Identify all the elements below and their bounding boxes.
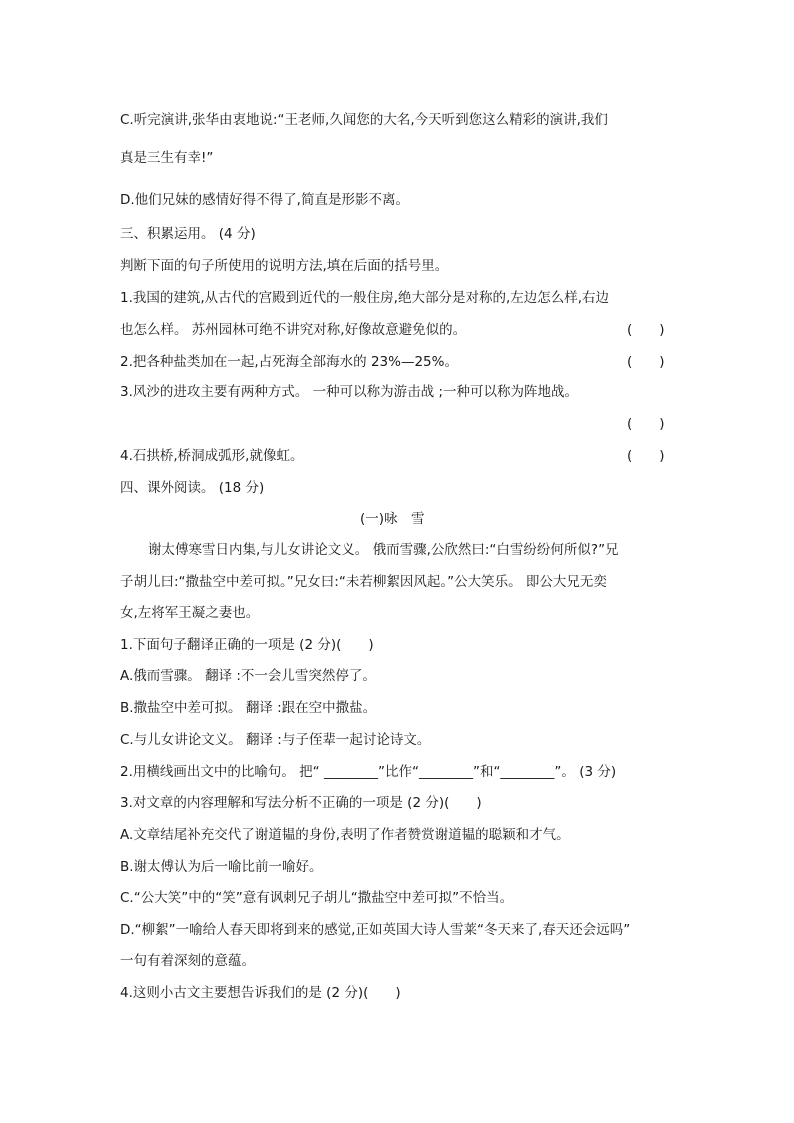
reading-q3-option-c: C.“公大笑”中的“笑”意有讽刺兄子胡儿“撒盐空中差可拟”不恰当。 bbox=[120, 890, 514, 906]
passage-title: (一)咏 雪 bbox=[360, 511, 425, 527]
question-1-line-1: 1.我国的建筑,从古代的宫殿到近代的一般住房,绝大部分是对称的,左边怎么样,右边 bbox=[120, 290, 610, 306]
reading-q3-option-a: A.文章结尾补充交代了谢道韫的身份,表明了作者赞赏谢道韫的聪颖和才气。 bbox=[120, 827, 570, 843]
question-3: 3.风沙的进攻主要有两种方式。 一种可以称为游击战 ;一种可以称为阵地战。 bbox=[120, 384, 579, 400]
reading-question-3: 3.对文章的内容理解和写法分析不正确的一项是 (2 分)( ) bbox=[120, 795, 482, 811]
answer-parentheses-4[interactable]: ( ) bbox=[627, 448, 665, 464]
reading-q3-option-d-line-1: D.“柳絮”一喻给人春天即将到来的感觉,正如英国大诗人雪莱“冬天来了,春天还会远吗” bbox=[120, 922, 631, 938]
passage-line-2: 子胡儿曰:“撒盐空中差可拟。”兄女曰:“未若柳絮因风起。”公大笑乐。 即公大兄无奕 bbox=[120, 574, 607, 590]
option-c-line-1: C.听完演讲,张华由衷地说:“王老师,久闻您的大名,今天听到您这么精彩的演讲,我们 bbox=[120, 112, 608, 128]
section-3-heading: 三、积累运用。 (4 分) bbox=[120, 226, 256, 242]
reading-question-4: 4.这则小古文主要想告诉我们的是 (2 分)( ) bbox=[120, 985, 401, 1001]
answer-parentheses-2[interactable]: ( ) bbox=[627, 354, 665, 370]
question-1-line-2: 也怎么样。 苏州园林可绝不讲究对称,好像故意避免似的。 bbox=[120, 322, 467, 338]
option-c-line-2: 真是三生有幸!” bbox=[120, 150, 214, 166]
reading-q1-option-c: C.与儿女讲论文义。 翻译 :与子侄辈一起讨论诗文。 bbox=[120, 732, 431, 748]
answer-parentheses-1[interactable]: ( ) bbox=[627, 322, 665, 338]
option-d: D.他们兄妹的感情好得不得了,简直是形影不离。 bbox=[120, 192, 409, 208]
section-3-instruction: 判断下面的句子所使用的说明方法,填在后面的括号里。 bbox=[120, 258, 449, 274]
reading-q3-option-d-line-2: 一句有着深刻的意蕴。 bbox=[120, 953, 255, 969]
passage-line-3: 女,左将军王凝之妻也。 bbox=[120, 605, 260, 621]
section-4-heading: 四、课外阅读。 (18 分) bbox=[120, 480, 265, 496]
reading-question-1: 1.下面句子翻译正确的一项是 (2 分)( ) bbox=[120, 637, 374, 653]
question-4: 4.石拱桥,桥洞成弧形,就像虹。 bbox=[120, 448, 304, 464]
reading-q1-option-b: B.撒盐空中差可拟。 翻译 :跟在空中撒盐。 bbox=[120, 700, 377, 716]
answer-parentheses-3[interactable]: ( ) bbox=[627, 416, 665, 432]
reading-q1-option-a: A.俄而雪骤。 翻译 :不一会儿雪突然停了。 bbox=[120, 668, 376, 684]
passage-line-1: 谢太傅寒雪日内集,与儿女讲论文义。 俄而雪骤,公欣然曰:“白雪纷纷何所似?”兄 bbox=[148, 542, 619, 558]
reading-question-2: 2.用横线画出文中的比喻句。 把“ ________”比作“________”和“________”。 (3 分) bbox=[120, 764, 617, 780]
reading-q3-option-b: B.谢太傅认为后一喻比前一喻好。 bbox=[120, 859, 323, 875]
question-2: 2.把各种盐类加在一起,占死海全部海水的 23%—25%。 bbox=[120, 354, 458, 370]
